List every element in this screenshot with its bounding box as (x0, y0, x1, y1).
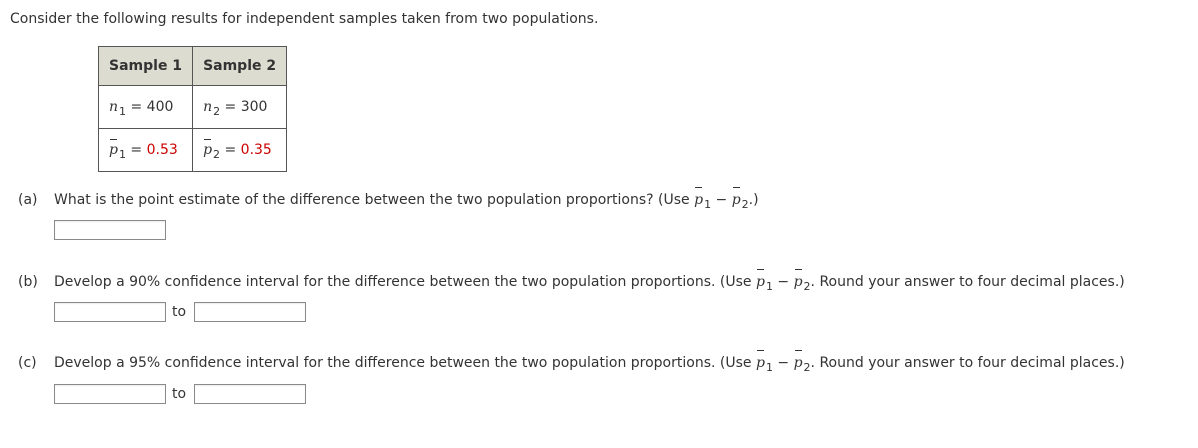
n1-cell: $n_1 = 400$ (99, 86, 193, 129)
answer-c-upper-input[interactable] (194, 384, 306, 404)
answer-c-lower-input[interactable] (54, 384, 166, 404)
p2-value: 0.35 (240, 142, 272, 158)
problem-intro: Consider the following results for independent samples taken from two populations. (10, 11, 599, 27)
question-a-letter: (a) (18, 192, 38, 208)
p1-cell: $p_1 = 0.53$ (99, 129, 193, 172)
p2-cell: $p_2 = 0.35$ (193, 129, 287, 172)
answer-b-upper-input[interactable] (194, 302, 306, 322)
answer-row-a (54, 220, 166, 240)
p1-value: 0.53 (146, 142, 178, 158)
answer-a-input[interactable] (54, 220, 166, 240)
answer-row-b (54, 302, 306, 322)
question-b-formula: $p_1 - p_2$ (755, 274, 811, 293)
question-c: (c) Develop a 95% confidence interval for the difference between the two population proportions. (Use $p_1 - p_2$. Round your answer to four decimal places.) (18, 355, 1125, 374)
question-a-text: What is the point estimate of the difference between the two population proportions? (Use (54, 192, 695, 208)
question-c-letter: (c) (18, 355, 37, 371)
table-row-proportion (99, 129, 287, 172)
samples-table (98, 46, 287, 172)
question-b: (b) Develop a 90% confidence interval for the difference between the two population proportions. (Use $p_1 - p_2$. Round your answer to four decimal places.) (18, 274, 1125, 293)
sample-2-header: Sample 2 (193, 47, 287, 86)
sample-1-header: Sample 1 (99, 47, 193, 86)
table-row-sample-size (99, 86, 287, 129)
question-a: (a) What is the point estimate of the difference between the two population proportions? (Use $p_1 - p_2$.) (18, 192, 759, 211)
table-header-row (99, 47, 287, 86)
question-c-text: Develop a 95% confidence interval for the difference between the two population proportions. (Use (54, 355, 756, 371)
n2-cell: $n_2 = 300$ (193, 86, 287, 129)
answer-row-c (54, 384, 306, 404)
answer-b-lower-input[interactable] (54, 302, 166, 322)
question-c-formula: $p_1 - p_2$ (755, 355, 811, 374)
answer-c-to-label: to (172, 386, 187, 402)
question-b-letter: (b) (18, 274, 38, 290)
question-b-text: Develop a 90% confidence interval for the difference between the two population proportions. (Use (54, 274, 756, 290)
question-a-formula: $p_1 - p_2$ (694, 192, 749, 211)
answer-b-to-label: to (172, 304, 187, 320)
